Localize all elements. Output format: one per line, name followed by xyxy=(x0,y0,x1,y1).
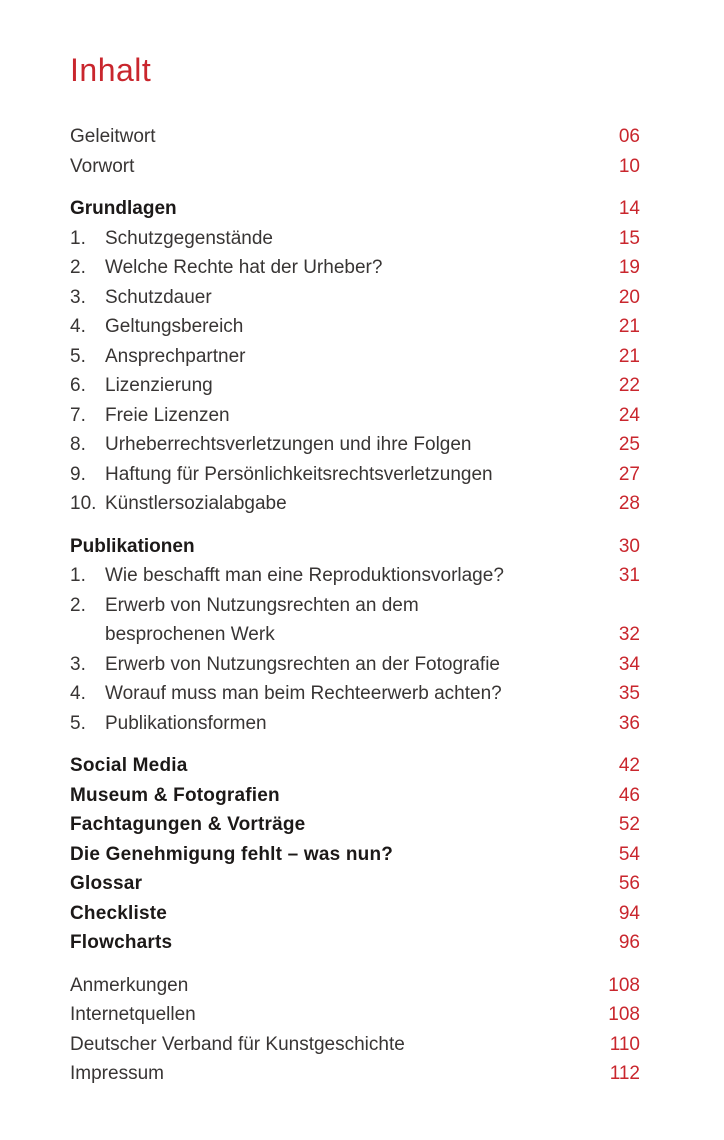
toc-entry-number: 1. xyxy=(70,565,86,586)
toc-entry-number: 2. xyxy=(70,257,86,278)
toc-section-title: Publikationen xyxy=(70,535,195,557)
toc-entry xyxy=(70,899,640,929)
toc-entry xyxy=(70,840,640,870)
toc-entry-page: 112 xyxy=(609,1063,640,1084)
toc-entry-page: 15 xyxy=(618,227,640,249)
toc-entry-number: 8. xyxy=(70,434,86,455)
toc-entry-page: 30 xyxy=(618,535,640,557)
toc-entry-page: 96 xyxy=(618,932,640,953)
toc-entry-label: Deutscher Verband für Kunstgeschichte xyxy=(70,1033,405,1055)
toc-entry xyxy=(70,430,640,460)
toc-entry-page: 14 xyxy=(618,198,640,219)
toc-entry-label: Ansprechpartner xyxy=(105,345,246,367)
toc-entry-page: 108 xyxy=(608,974,640,996)
toc-entry-label: Schutzgegenstände xyxy=(105,227,273,249)
toc-entry xyxy=(70,283,640,313)
toc-entry-number: 3. xyxy=(70,286,86,308)
toc-entry-page: 46 xyxy=(618,784,640,806)
toc-entry-page: 25 xyxy=(618,434,640,455)
toc-entry-number: 4. xyxy=(70,316,86,337)
toc-entry-label: Anmerkungen xyxy=(70,974,189,996)
toc-entry-label: Impressum xyxy=(70,1063,164,1084)
toc-entry-page: 28 xyxy=(618,493,640,514)
toc-entry-label: Publikationsformen xyxy=(105,712,267,734)
toc-entry xyxy=(70,312,640,342)
toc-entry-label: besprochenen Werk xyxy=(105,624,275,645)
toc-entry-label: Erwerb von Nutzungsrechten an der Fotografie xyxy=(105,653,500,675)
toc-entry-number: 4. xyxy=(70,683,86,704)
toc-entry xyxy=(70,253,640,283)
toc-entry-continuation xyxy=(70,620,640,650)
toc-entry-number: 3. xyxy=(70,653,86,675)
toc-entry-label: Welche Rechte hat der Urheber? xyxy=(105,257,383,278)
toc-entry-page: 19 xyxy=(618,257,640,278)
toc-entry-label: Haftung für Persönlichkeitsrechtsverletzungen xyxy=(105,463,493,485)
toc-entry-page: 20 xyxy=(618,286,640,308)
toc-entry xyxy=(70,928,640,958)
toc-entry xyxy=(70,1000,640,1030)
toc-entry-label: Glossar xyxy=(70,873,143,894)
toc-entry xyxy=(70,401,640,431)
toc-entry xyxy=(70,1030,640,1060)
toc-entry xyxy=(70,342,640,372)
toc-entry-page: 94 xyxy=(618,902,640,924)
toc-entry xyxy=(70,751,640,781)
toc-entry-page: 34 xyxy=(618,653,640,675)
toc-entry-label: Worauf muss man beim Rechteerwerb achten? xyxy=(105,683,502,704)
toc-entry-page: 06 xyxy=(618,126,640,147)
toc-entry xyxy=(70,122,640,152)
toc-entry-page: 32 xyxy=(618,624,640,645)
toc-entry-page: 56 xyxy=(618,873,640,894)
toc-section-title: Grundlagen xyxy=(70,198,177,219)
toc-entry-label: Lizenzierung xyxy=(105,375,213,396)
toc-entry-label: Schutzdauer xyxy=(105,286,212,308)
toc-entry-label: Vorwort xyxy=(70,155,135,177)
toc-entry xyxy=(70,709,640,739)
toc-entry-page: 21 xyxy=(618,345,640,367)
toc-entry-number: 5. xyxy=(70,712,86,734)
toc-entry-page: 24 xyxy=(618,404,640,426)
toc-entry-number: 2. xyxy=(70,594,86,616)
toc-entry xyxy=(70,869,640,899)
toc-entry xyxy=(70,591,640,621)
toc-entry-label: Fachtagungen & Vorträge xyxy=(70,814,306,835)
toc-entry-number: 7. xyxy=(70,404,86,426)
toc-entry-label: Die Genehmigung fehlt – was nun? xyxy=(70,843,394,865)
toc-entry-label: Internetquellen xyxy=(70,1004,196,1025)
toc-entry-label: Social Media xyxy=(70,755,188,776)
toc-entry-label: Museum & Fotografien xyxy=(70,784,280,806)
toc-entry xyxy=(70,460,640,490)
toc-entry-number: 5. xyxy=(70,345,86,367)
toc-section-header xyxy=(70,194,640,224)
toc-entry-page: 35 xyxy=(618,683,640,704)
toc-highlights-group xyxy=(70,751,640,958)
toc-entry-page: 21 xyxy=(618,316,640,337)
toc-entry-page: 108 xyxy=(608,1004,640,1025)
toc-entry-page: 36 xyxy=(618,712,640,734)
toc-entry xyxy=(70,810,640,840)
toc-entry-number: 1. xyxy=(70,227,86,249)
toc-entry xyxy=(70,1059,640,1089)
toc-entry-label: Flowcharts xyxy=(70,932,173,953)
toc-entry xyxy=(70,971,640,1001)
toc-entry-label: Geleitwort xyxy=(70,126,156,147)
toc-entry-page: 22 xyxy=(618,375,640,396)
toc-entry-page: 52 xyxy=(618,814,640,835)
toc-back-group xyxy=(70,971,640,1089)
toc-entry xyxy=(70,781,640,811)
toc-section-header xyxy=(70,532,640,562)
toc-entry-page: 31 xyxy=(618,565,640,586)
toc-section-grundlagen xyxy=(70,194,640,519)
toc-entry-page: 110 xyxy=(609,1033,640,1055)
page-title: Inhalt xyxy=(70,52,152,88)
toc-entry xyxy=(70,650,640,680)
toc-entry-number: 9. xyxy=(70,463,86,485)
toc-entry-page: 42 xyxy=(618,755,640,776)
toc-entry xyxy=(70,152,640,182)
toc-entry-label: Geltungsbereich xyxy=(105,316,244,337)
toc-entry-label: Freie Lizenzen xyxy=(105,404,230,426)
toc-entry-page: 54 xyxy=(618,843,640,865)
toc-entry-label: Checkliste xyxy=(70,902,168,924)
toc-entry-number: 6. xyxy=(70,375,86,396)
toc-entry-label: Urheberrechtsverletzungen und ihre Folgen xyxy=(105,434,472,455)
toc-entry xyxy=(70,224,640,254)
toc-entry-number: 10. xyxy=(70,493,97,514)
toc-entry xyxy=(70,371,640,401)
toc-entry-label: Erwerb von Nutzungsrechten an dem xyxy=(105,594,419,616)
toc-entry xyxy=(70,679,640,709)
toc-section-publikationen xyxy=(70,532,640,739)
toc-entry xyxy=(70,489,640,519)
toc-front-group xyxy=(70,122,640,181)
toc-entry xyxy=(70,561,640,591)
toc-entry-label: Künstlersozialabgabe xyxy=(105,493,287,514)
toc-entry-page: 27 xyxy=(618,463,640,485)
toc-entry-label: Wie beschafft man eine Reproduktionsvorlage? xyxy=(105,565,504,586)
toc-entry-page: 10 xyxy=(618,155,640,177)
